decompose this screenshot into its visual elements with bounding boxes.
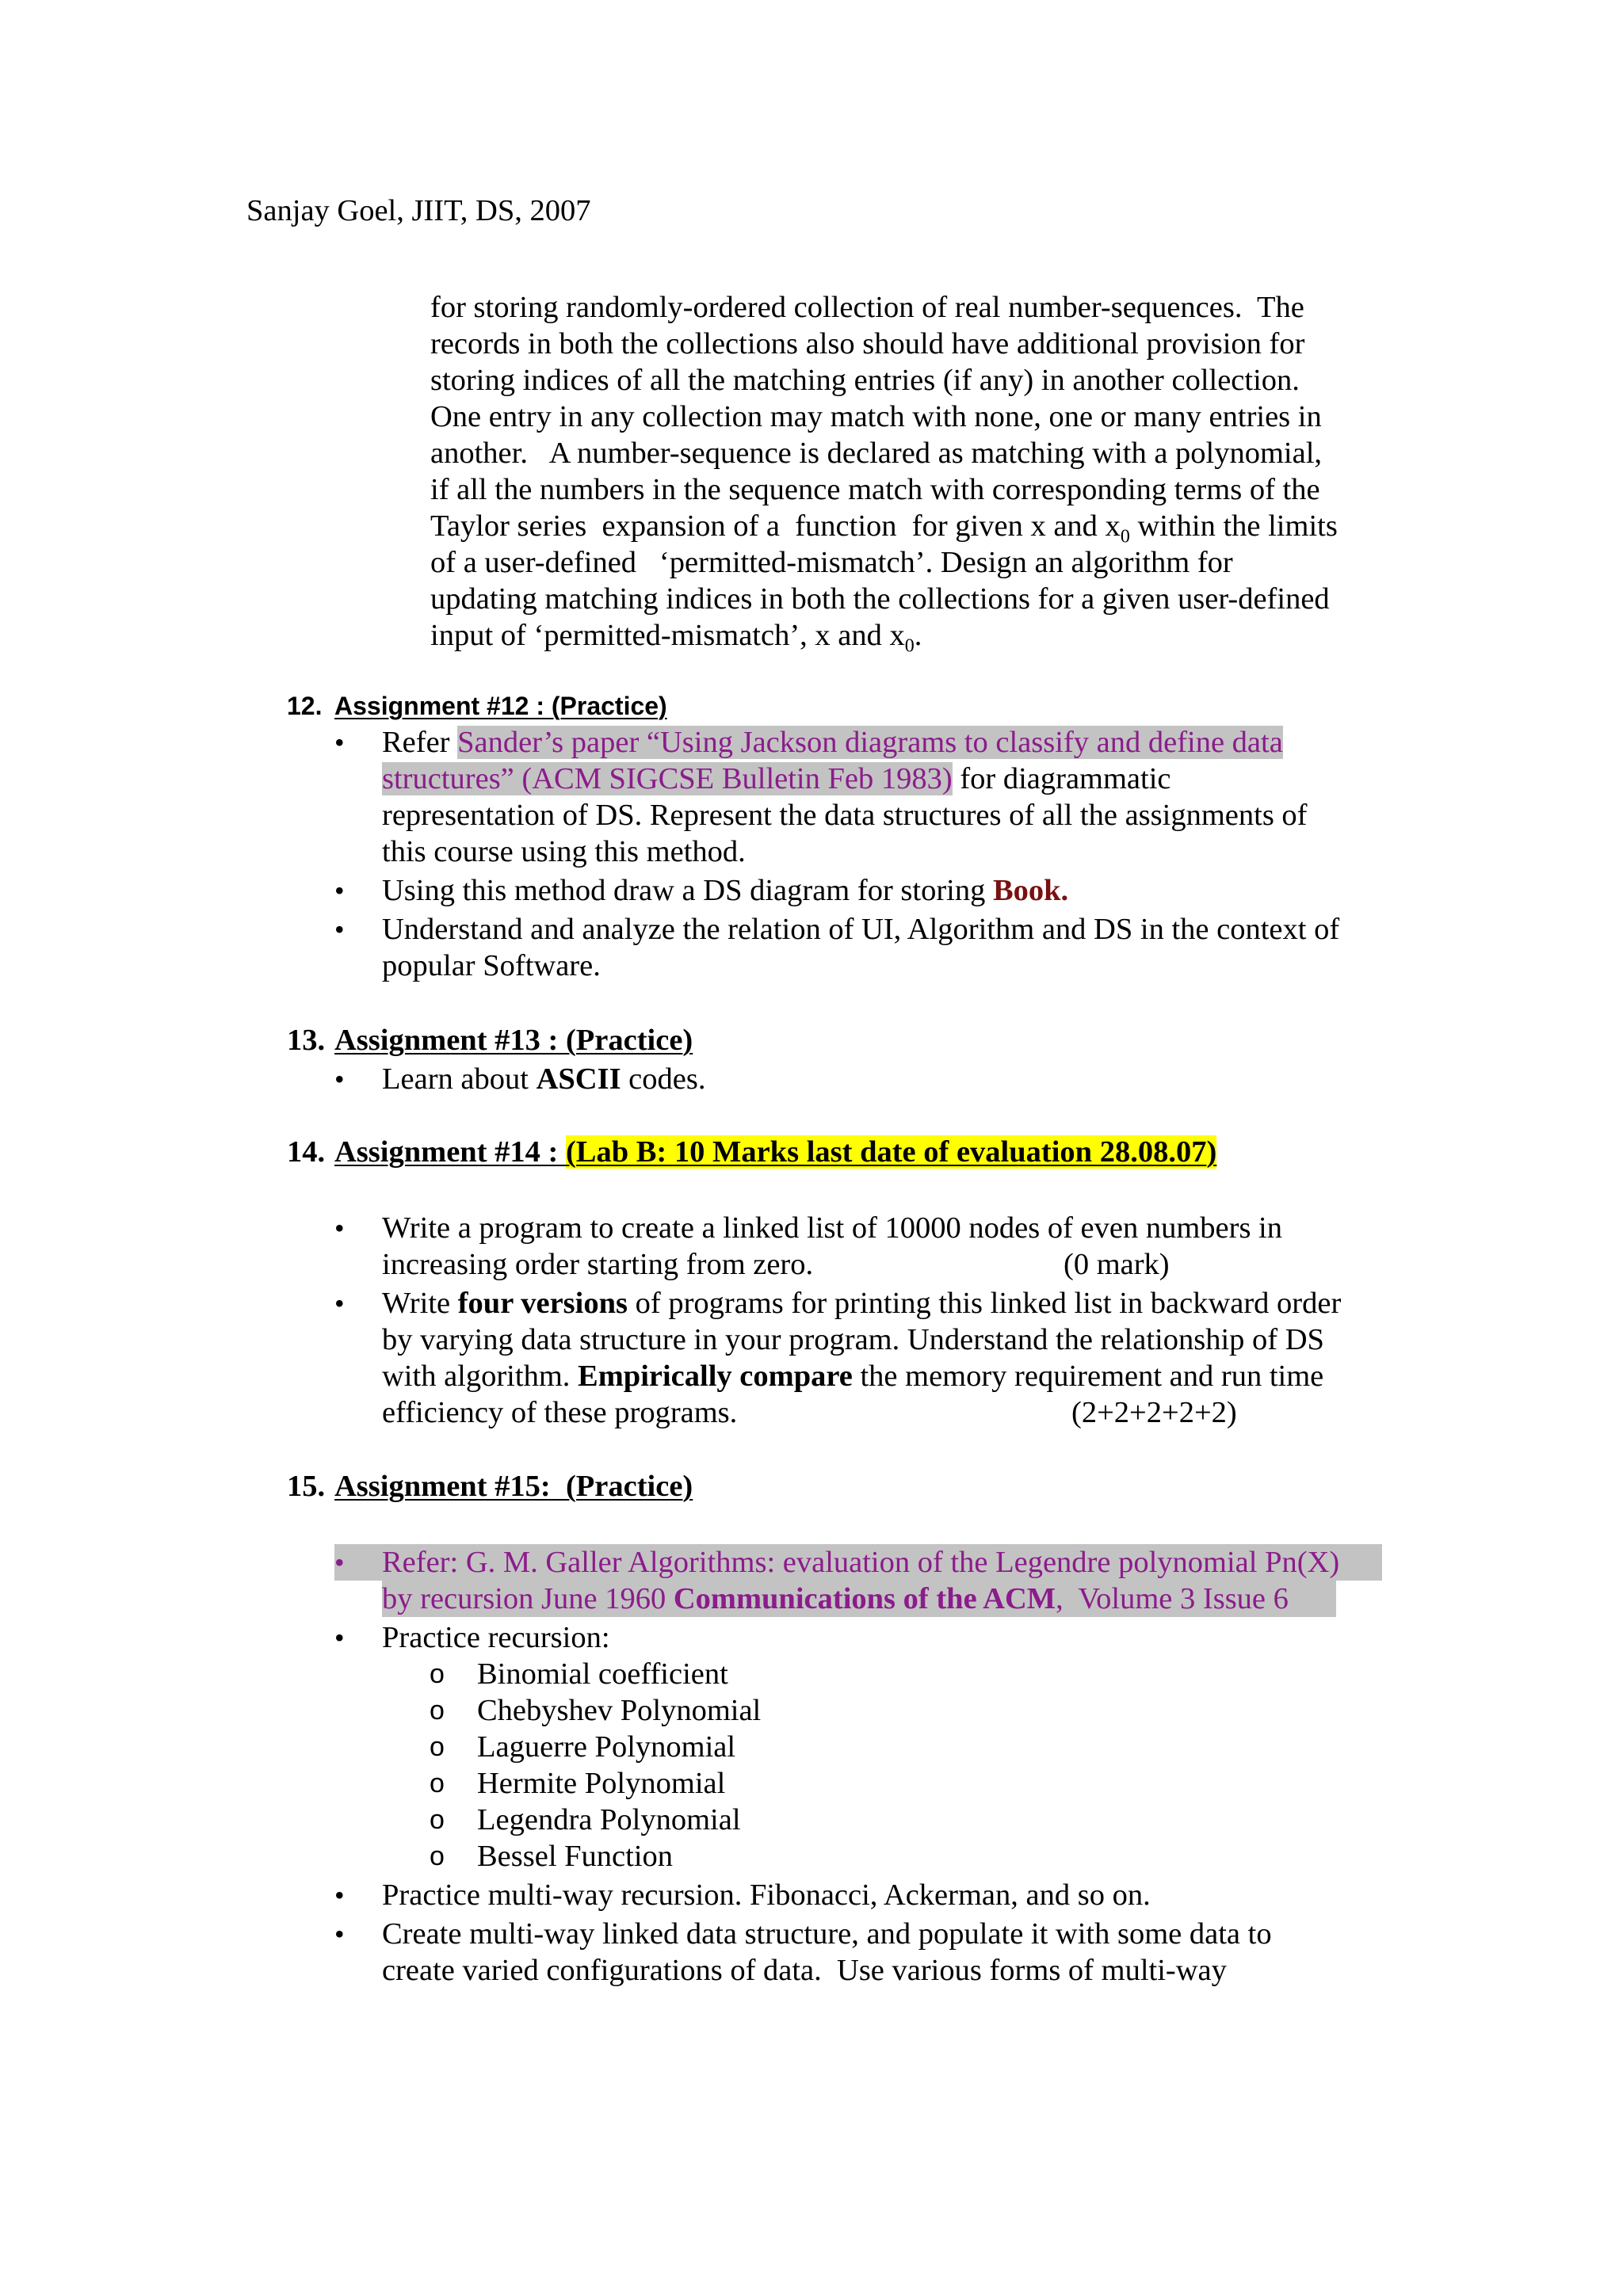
intro-line: Taylor series expansion of a function for given x and $x_0$ within the limits — [430, 509, 1338, 547]
sub-list-item: Binomial coefficient — [477, 1657, 728, 1691]
bullet-dot-icon: • — [334, 727, 345, 758]
intro-line: updating matching indices in both the collections for a given user-defined — [430, 582, 1330, 616]
bullet-dot-icon: • — [334, 875, 345, 906]
assignment-15-heading: Assignment #15: (Practice) — [334, 1470, 693, 1503]
list-item: Practice recursion: — [382, 1621, 610, 1654]
reference-link: by recursion June 1960 Communications of the ACM, Volume 3 Issue 6 — [382, 1582, 1289, 1615]
list-item-continuation: efficiency of these programs. — [382, 1396, 738, 1429]
list-item-continuation: by varying data structure in your program. Understand the relationship of DS — [382, 1323, 1324, 1356]
list-item: Learn about ASCII codes. — [382, 1062, 706, 1096]
list-item: Write a program to create a linked list of 10000 nodes of even numbers in — [382, 1211, 1282, 1245]
marks-label: (0 mark) — [1064, 1248, 1170, 1281]
bullet-dot-icon: • — [334, 1287, 345, 1319]
reference-link: Refer: G. M. Galler Algorithms: evaluation of the Legendre polynomial Pn(X) — [382, 1546, 1340, 1579]
intro-line: One entry in any collection may match with none, one or many entries in — [430, 400, 1322, 433]
reference-link: Sander’s paper “Using Jackson diagrams to classify and define data — [457, 726, 1283, 759]
intro-line: of a user-defined ‘permitted-mismatch’. Design an algorithm for — [430, 546, 1233, 579]
list-item: Create multi-way linked data structure, and populate it with some data to — [382, 1917, 1272, 1951]
hollow-circle-icon: o — [430, 1659, 445, 1689]
hollow-circle-icon: o — [430, 1768, 445, 1798]
assignment-15-number: 15. — [287, 1470, 326, 1503]
reference-link: structures” (ACM SIGCSE Bulletin Feb 1983) — [382, 762, 953, 795]
hollow-circle-icon: o — [430, 1695, 445, 1726]
assignment-13-heading: Assignment #13 : (Practice) — [334, 1024, 693, 1057]
bullet-dot-icon: • — [334, 913, 345, 945]
lab-deadline-badge: (Lab B: 10 Marks last date of evaluation 28.08.07) — [565, 1135, 1217, 1169]
list-item-continuation: increasing order starting from zero. — [382, 1248, 814, 1281]
list-item: Practice multi-way recursion. Fibonacci, Ackerman, and so on. — [382, 1878, 1151, 1912]
intro-line: storing indices of all the matching entries (if any) in another collection. — [430, 364, 1300, 397]
hollow-circle-icon: o — [430, 1805, 445, 1835]
hollow-circle-icon: o — [430, 1732, 445, 1762]
sub-list-item: Hermite Polynomial — [477, 1767, 726, 1800]
page-header: Sanjay Goel, JIIT, DS, 2007 — [246, 194, 591, 227]
bullet-dot-icon: • — [334, 1063, 345, 1095]
list-item: Refer Sander’s paper “Using Jackson diagrams to classify and define data — [382, 726, 1283, 759]
intro-line: if all the numbers in the sequence match with corresponding terms of the — [430, 473, 1320, 506]
assignment-12-number: 12. — [287, 692, 323, 720]
sub-list-item: Laguerre Polynomial — [477, 1730, 736, 1764]
list-item: Understand and analyze the relation of UI, Algorithm and DS in the context of — [382, 913, 1340, 946]
list-item-continuation: this course using this method. — [382, 835, 746, 868]
list-item-continuation: create varied configurations of data. Use various forms of multi-way — [382, 1954, 1227, 1987]
sub-list-item: Legendra Polynomial — [477, 1803, 741, 1836]
assignment-14-number: 14. — [287, 1135, 326, 1169]
bullet-dot-icon: • — [334, 1547, 345, 1578]
list-item-continuation: representation of DS. Represent the data structures of all the assignments of — [382, 799, 1308, 832]
bullet-dot-icon: • — [334, 1918, 345, 1950]
bullet-dot-icon: • — [334, 1212, 345, 1244]
list-item-continuation: popular Software. — [382, 949, 601, 982]
list-item: Using this method draw a DS diagram for storing Book. — [382, 874, 1069, 907]
sub-list-item: Bessel Function — [477, 1840, 674, 1873]
assignment-12-heading: Assignment #12 : (Practice) — [334, 692, 667, 720]
list-item-continuation: with algorithm. Empirically compare the memory requirement and run time — [382, 1360, 1324, 1393]
list-item-continuation: structures” (ACM SIGCSE Bulletin Feb 1983) for diagrammatic — [382, 762, 1171, 795]
intro-line: for storing randomly-ordered collection of real number-sequences. The — [430, 291, 1304, 324]
marks-label: (2+2+2+2+2) — [1071, 1396, 1237, 1429]
assignment-14-heading: Assignment #14 : (Lab B: 10 Marks last date of evaluation 28.08.07) — [334, 1135, 1217, 1169]
sub-list-item: Chebyshev Polynomial — [477, 1694, 762, 1727]
intro-line: records in both the collections also should have additional provision for — [430, 327, 1305, 360]
assignment-13-number: 13. — [287, 1024, 326, 1057]
hollow-circle-icon: o — [430, 1841, 445, 1871]
list-item: Write four versions of programs for printing this linked list in backward order — [382, 1287, 1342, 1320]
bullet-dot-icon: • — [334, 1879, 345, 1911]
bullet-dot-icon: • — [334, 1622, 345, 1653]
intro-line: input of ‘permitted-mismatch’, x and $x_0$. — [430, 619, 922, 657]
intro-line: another. A number-sequence is declared as matching with a polynomial, — [430, 437, 1323, 470]
